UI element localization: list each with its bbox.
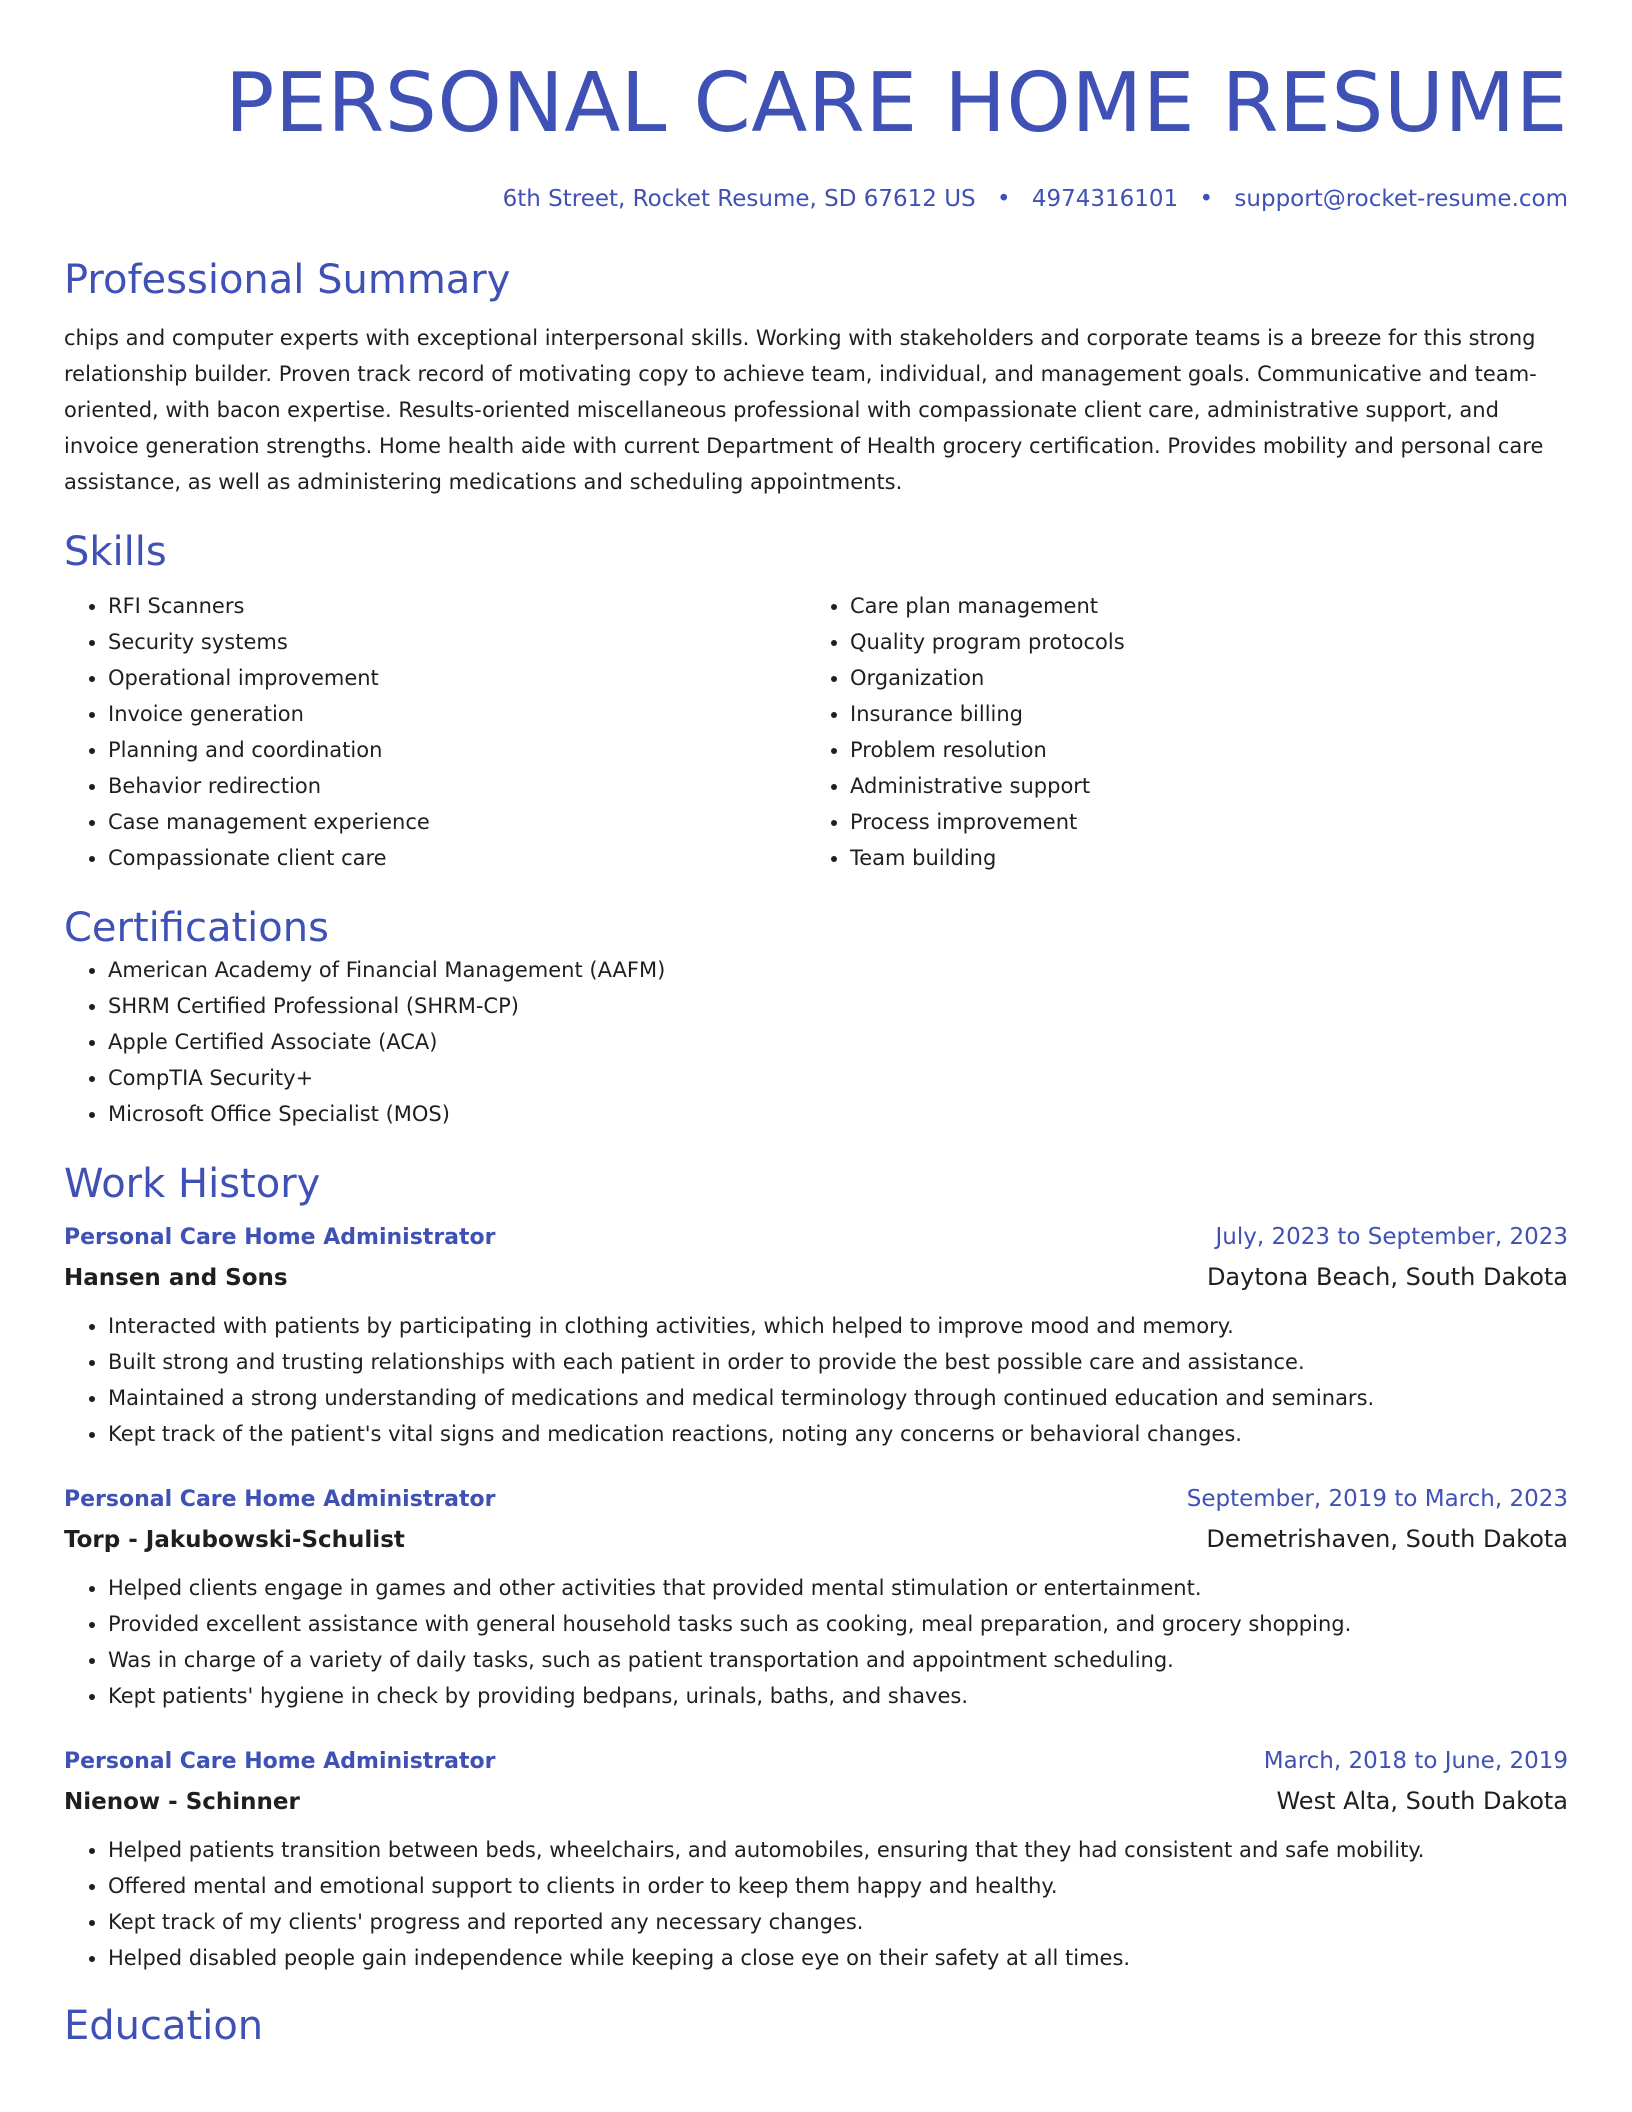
job-location: West Alta, South Dakota	[1276, 1787, 1568, 1815]
job-entry	[64, 1480, 1568, 1714]
job-header-row	[64, 1742, 1568, 1781]
skills-heading: Skills	[64, 529, 167, 575]
job-title: Personal Care Home Administrator	[64, 1749, 496, 1774]
skill-item: • Process improvement	[850, 804, 1548, 840]
job-duty: • Kept track of my clients' progress and reported any necessary changes.	[108, 1904, 1568, 1940]
job-company-row	[64, 1257, 1568, 1298]
skills-column-right	[806, 588, 1548, 876]
job-duty: • Kept patients' hygiene in check by providing bedpans, urinals, baths, and shaves.	[108, 1678, 1568, 1714]
skill-item: • Care plan management	[850, 588, 1548, 624]
skill-item: • Operational improvement	[108, 660, 806, 696]
skill-item: • Case management experience	[108, 804, 806, 840]
skills-column-left	[64, 588, 806, 876]
certification-item: • Microsoft Office Specialist (MOS)	[108, 1096, 1568, 1132]
job-duty: • Interacted with patients by participating in clothing activities, which helped to improve mood and memory.	[108, 1308, 1568, 1344]
skills-list	[64, 588, 1568, 876]
certification-item: • SHRM Certified Professional (SHRM-CP)	[108, 988, 1568, 1024]
skill-item: • RFI Scanners	[108, 588, 806, 624]
job-duty: • Maintained a strong understanding of medications and medical terminology through continued education and seminars.	[108, 1380, 1568, 1416]
job-entry	[64, 1218, 1568, 1452]
skill-item: • Problem resolution	[850, 732, 1548, 768]
skill-item: • Invoice generation	[108, 696, 806, 732]
certifications-heading: Certifications	[64, 905, 329, 951]
resume-title: PERSONAL CARE HOME RESUME	[225, 56, 1568, 151]
skill-item: • Behavior redirection	[108, 768, 806, 804]
job-company: Torp - Jakubowski-Schulist	[64, 1527, 405, 1553]
job-dates: March, 2018 to June, 2019	[1263, 1748, 1568, 1774]
skill-item: • Administrative support	[850, 768, 1548, 804]
skill-item: • Team building	[850, 840, 1548, 876]
contact-phone: 4974316101	[1031, 186, 1179, 212]
work-history-heading: Work History	[64, 1161, 321, 1207]
job-company-row	[64, 1781, 1568, 1822]
job-duty: • Built strong and trusting relationships with each patient in order to provide the best possible care and assistance.	[108, 1344, 1568, 1380]
summary-heading: Professional Summary	[64, 257, 511, 303]
job-location: Daytona Beach, South Dakota	[1206, 1263, 1568, 1291]
job-entry	[64, 1742, 1568, 1976]
job-title: Personal Care Home Administrator	[64, 1225, 496, 1250]
resume-page	[64, 0, 1568, 2050]
job-dates: July, 2023 to September, 2023	[1215, 1224, 1568, 1250]
skill-item: • Quality program protocols	[850, 624, 1548, 660]
certification-item: • CompTIA Security+	[108, 1060, 1568, 1096]
certification-item: • Apple Certified Associate (ACA)	[108, 1024, 1568, 1060]
skill-item: • Organization	[850, 660, 1548, 696]
job-company: Hansen and Sons	[64, 1265, 288, 1291]
job-location: Demetrishaven, South Dakota	[1206, 1525, 1568, 1553]
contact-separator: •	[996, 186, 1011, 212]
skill-item: • Planning and coordination	[108, 732, 806, 768]
contact-separator: •	[1199, 186, 1214, 212]
job-company-row	[64, 1519, 1568, 1560]
skill-item: • Compassionate client care	[108, 840, 806, 876]
education-heading: Education	[64, 2003, 264, 2049]
resume-header	[64, 58, 1568, 214]
summary-text: chips and computer experts with exceptional interpersonal skills. Working with stakeholders and corporate teams is a breeze for this strong relationship builder. Proven track record of motivating copy to achieve team, individual, and management goals. Communicative and team-oriented, with bacon expertise. Results-oriented miscellaneous professional with compassionate client care, administrative support, and invoice generation strengths. Home health aide with current Department of Health grocery certification. Provides mobility and personal care assistance, as well as administering medications and scheduling appointments.	[64, 326, 1544, 494]
job-duty: • Helped patients transition between beds, wheelchairs, and automobiles, ensuring that they had consistent and safe mobility.	[108, 1832, 1568, 1868]
job-company: Nienow - Schinner	[64, 1789, 300, 1815]
contact-address: 6th Street, Rocket Resume, SD 67612 US	[502, 186, 976, 212]
job-duty: • Provided excellent assistance with general household tasks such as cooking, meal preparation, and grocery shopping.	[108, 1606, 1568, 1642]
job-duty: • Offered mental and emotional support to clients in order to keep them happy and healthy.	[108, 1868, 1568, 1904]
job-dates: September, 2019 to March, 2023	[1186, 1486, 1568, 1512]
certifications-list	[64, 952, 1568, 1132]
job-duties	[64, 1832, 1568, 1976]
contact-email[interactable]: support@rocket-resume.com	[1234, 186, 1568, 212]
job-duties	[64, 1570, 1568, 1714]
job-duty: • Helped clients engage in games and other activities that provided mental stimulation or entertainment.	[108, 1570, 1568, 1606]
job-duty: • Helped disabled people gain independence while keeping a close eye on their safety at all times.	[108, 1940, 1568, 1976]
job-header-row	[64, 1480, 1568, 1519]
contact-line	[64, 184, 1568, 214]
job-duties	[64, 1308, 1568, 1452]
certification-item: • American Academy of Financial Management (AAFM)	[108, 952, 1568, 988]
job-title: Personal Care Home Administrator	[64, 1487, 496, 1512]
skill-item: • Security systems	[108, 624, 806, 660]
job-duty: • Was in charge of a variety of daily tasks, such as patient transportation and appointment scheduling.	[108, 1642, 1568, 1678]
skill-item: • Insurance billing	[850, 696, 1548, 732]
job-header-row	[64, 1218, 1568, 1257]
job-duty: • Kept track of the patient's vital signs and medication reactions, noting any concerns or behavioral changes.	[108, 1416, 1568, 1452]
